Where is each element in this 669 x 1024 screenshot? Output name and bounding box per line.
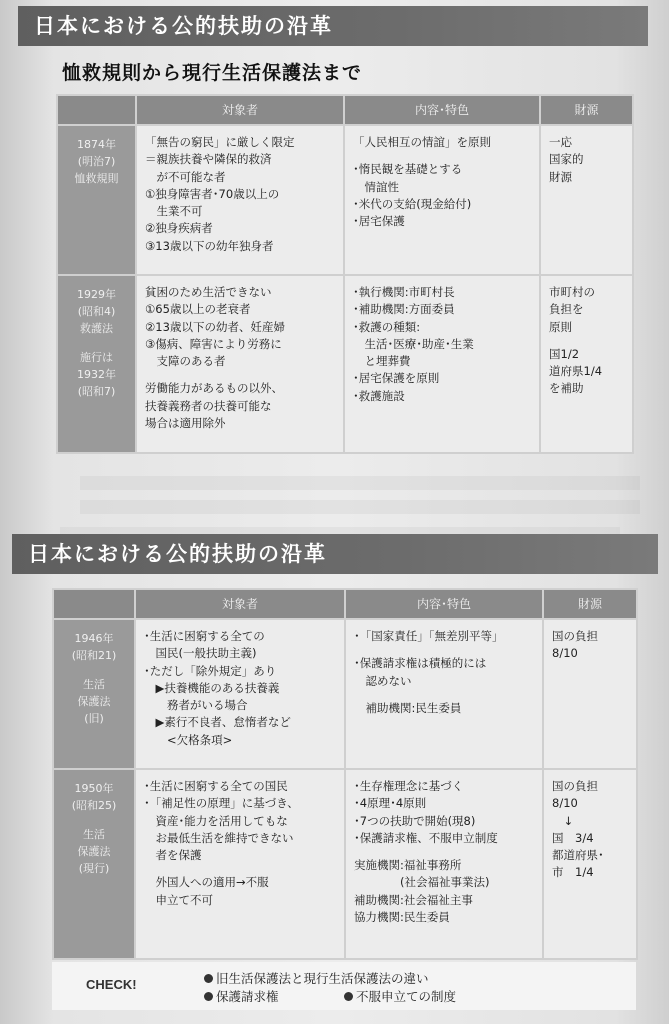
subtitle-text: 恤救規則から現行生活保護法まで — [62, 62, 363, 84]
spacer — [354, 645, 536, 655]
target-line: ･生活に困窮する全ての国民 — [144, 779, 288, 793]
target-cell — [136, 275, 344, 453]
finance-line: 負担を — [549, 302, 584, 317]
bullet-icon — [204, 992, 213, 1001]
era-cell — [57, 275, 136, 453]
spacer — [549, 336, 626, 346]
era-law: 救護法 — [80, 322, 113, 336]
spacer — [353, 151, 533, 161]
finance-line: 市町村の — [549, 285, 595, 299]
header-content: 内容･特色 — [345, 589, 543, 619]
check-box — [52, 962, 636, 1010]
target-cell — [135, 769, 345, 959]
content-line: (社会福祉事業法) — [354, 875, 490, 890]
content-line: ･保護請求権は積極的には — [354, 656, 487, 671]
content-line: ･保護請求権、不服申立制度 — [354, 830, 498, 845]
header-finance: 財源 — [543, 589, 637, 619]
content-line: 補助機関:民生委員 — [354, 700, 462, 715]
content-line: 情誼性 — [353, 179, 399, 194]
finance-line: 8/10 — [552, 646, 578, 661]
content-cell — [345, 619, 543, 769]
spacer — [60, 337, 133, 349]
content-line: ･4原理･4原則 — [354, 796, 427, 811]
table-row — [53, 619, 637, 769]
target-line: ･ただし「除外規定」あり — [144, 663, 277, 678]
era-period: (昭和25) — [71, 799, 117, 813]
era-law: 保護法 — [77, 695, 111, 709]
content-line: 協力機関:民生委員 — [354, 909, 450, 924]
era-year: 1874年 — [77, 138, 116, 151]
target-line: 資産･能力を活用してもな — [144, 813, 288, 828]
bottom-banner: 日本における公的扶助の沿革 — [12, 534, 658, 574]
content-cell — [344, 125, 540, 275]
target-line: ･生活に困窮する全ての — [144, 629, 265, 643]
top-subtitle — [62, 58, 362, 85]
content-line: ･惰民観を基礎とする — [353, 162, 463, 177]
target-line: ③傷病、障害により労務に — [145, 336, 282, 351]
content-line: ･救護の種類: — [353, 319, 421, 334]
top-history-table — [56, 94, 634, 454]
finance-line: 国家的 — [549, 152, 584, 167]
check-item — [204, 987, 279, 1005]
finance-cell — [543, 769, 637, 959]
target-line: ①独身障害者･70歳以上の — [145, 186, 280, 201]
finance-cell — [540, 275, 633, 453]
bullet-icon — [344, 992, 353, 1001]
spacer — [145, 370, 337, 380]
era-law: 生活 — [83, 828, 105, 842]
finance-line: 道府県1/4 — [549, 364, 603, 378]
era-law: 生活 — [83, 678, 105, 692]
finance-line: 国の負担 — [552, 779, 598, 793]
content-line: ･「国家責任」「無差別平等」 — [354, 629, 504, 643]
finance-line: 原則 — [549, 319, 572, 334]
finance-line: 市 1/4 — [552, 865, 594, 880]
content-line: ･生存権理念に基づく — [354, 779, 464, 793]
era-note: (昭和7) — [77, 385, 116, 399]
target-cell — [136, 125, 344, 275]
content-line: 「人民相互の情誼」を原則 — [353, 135, 491, 149]
target-line: ①65歳以上の老衰者 — [145, 302, 251, 317]
content-line: ･米代の支給(現金給付) — [353, 196, 472, 211]
era-cell — [53, 619, 135, 769]
finance-line: 財源 — [549, 169, 572, 184]
content-line: ･居宅保護を原則 — [353, 371, 440, 386]
target-line: 生業不可 — [145, 204, 203, 218]
target-line: 扶養義務者の扶養可能な — [145, 398, 272, 413]
content-line: ･補助機関:方面委員 — [353, 302, 455, 317]
finance-cell — [540, 125, 633, 275]
content-line: 認めない — [354, 673, 412, 688]
finance-cell — [543, 619, 637, 769]
bleed-through-text — [80, 476, 640, 490]
check-label: CHECK! — [86, 977, 137, 992]
table-row — [57, 275, 633, 453]
header-era — [57, 95, 136, 125]
target-line: ②13歳以下の幼者、妊産婦 — [145, 319, 285, 334]
content-line: ･居宅保護 — [353, 214, 405, 228]
target-line: ▶扶養機能のある扶養義 — [144, 680, 280, 695]
header-target: 対象者 — [136, 95, 344, 125]
finance-arrow: ↓ — [552, 813, 574, 828]
finance-line: 一応 — [549, 135, 572, 149]
bottom-history-table — [52, 588, 638, 960]
target-line: 国民(一般扶助主義) — [144, 646, 257, 661]
spacer — [56, 664, 132, 676]
era-year: 1929年 — [77, 288, 116, 301]
bullet-icon — [204, 974, 213, 983]
era-cell — [57, 125, 136, 275]
top-banner: 日本における公的扶助の沿革 — [18, 6, 648, 46]
check-item-text: 旧生活保護法と現行生活保護法の違い — [216, 971, 429, 986]
header-finance: 財源 — [540, 95, 633, 125]
target-line: 申立て不可 — [144, 892, 213, 907]
header-row — [57, 95, 633, 125]
finance-line: 国 3/4 — [552, 830, 594, 845]
check-item-text: 不服申立ての制度 — [356, 989, 457, 1004]
era-law: (旧) — [84, 712, 104, 726]
target-line: が不可能な者 — [145, 169, 226, 184]
header-content: 内容･特色 — [344, 95, 540, 125]
era-year: 1950年 — [74, 782, 114, 795]
era-law: (現行) — [78, 862, 110, 876]
check-item-text: 保護請求権 — [216, 989, 279, 1004]
target-line: <欠格条項> — [144, 732, 233, 747]
content-line: ･執行機関:市町村長 — [353, 285, 455, 299]
finance-line: を補助 — [549, 381, 584, 396]
era-note: 施行は — [80, 351, 113, 365]
era-law: 保護法 — [77, 845, 111, 859]
target-line: 務者がいる場合 — [144, 698, 248, 712]
spacer — [56, 814, 132, 826]
target-line: 者を保護 — [144, 848, 202, 862]
target-line: 場合は適用除外 — [145, 415, 226, 430]
target-line: ②独身疾病者 — [145, 221, 213, 236]
target-line: ▶素行不良者、怠惰者など — [144, 715, 291, 730]
target-line: お最低生活を維持できない — [144, 830, 294, 845]
check-item — [344, 987, 456, 1005]
target-line: 外国人への適用→不服 — [144, 875, 269, 890]
content-line: 生活･医療･助産･生業 — [353, 336, 474, 351]
era-period: (明治7) — [77, 155, 116, 169]
spacer — [354, 690, 536, 700]
table-row — [57, 125, 633, 275]
target-line: 労働能力があるもの以外、 — [145, 381, 283, 396]
content-line: ･7つの扶助で開始(現8) — [354, 813, 476, 828]
era-year: 1946年 — [74, 632, 114, 645]
header-target: 対象者 — [135, 589, 345, 619]
target-line: ＝親族扶養や隣保的救済 — [145, 152, 272, 167]
era-cell — [53, 769, 135, 959]
target-line: 支障のある者 — [145, 354, 226, 368]
table-row — [53, 769, 637, 959]
era-period: (昭和4) — [77, 305, 116, 319]
check-item — [204, 969, 429, 987]
content-cell — [344, 275, 540, 453]
finance-line: 8/10 — [552, 796, 578, 811]
finance-line: 国1/2 — [549, 346, 580, 361]
content-cell — [345, 769, 543, 959]
target-line: 「無告の窮民」に厳しく限定 — [145, 135, 295, 149]
spacer — [144, 864, 338, 874]
era-period: (昭和21) — [71, 649, 117, 663]
content-line: ･救護施設 — [353, 388, 405, 403]
era-note: 1932年 — [77, 368, 116, 382]
era-law: 恤救規則 — [74, 172, 119, 186]
finance-line: 国の負担 — [552, 629, 598, 643]
header-era — [53, 589, 135, 619]
content-line: 実施機関:福祉事務所 — [354, 858, 462, 872]
content-line: 補助機関:社会福祉主事 — [354, 892, 473, 907]
finance-line: 都道府県･ — [552, 848, 604, 862]
header-row — [53, 589, 637, 619]
spacer — [354, 847, 536, 857]
target-line: ③13歳以下の幼年独身者 — [145, 238, 274, 253]
target-line: ･「補足性の原理」に基づき、 — [144, 796, 299, 811]
content-line: と埋葬費 — [353, 354, 411, 368]
target-line: 貧困のため生活できない — [145, 285, 272, 299]
target-cell — [135, 619, 345, 769]
bleed-through-text — [80, 500, 640, 514]
